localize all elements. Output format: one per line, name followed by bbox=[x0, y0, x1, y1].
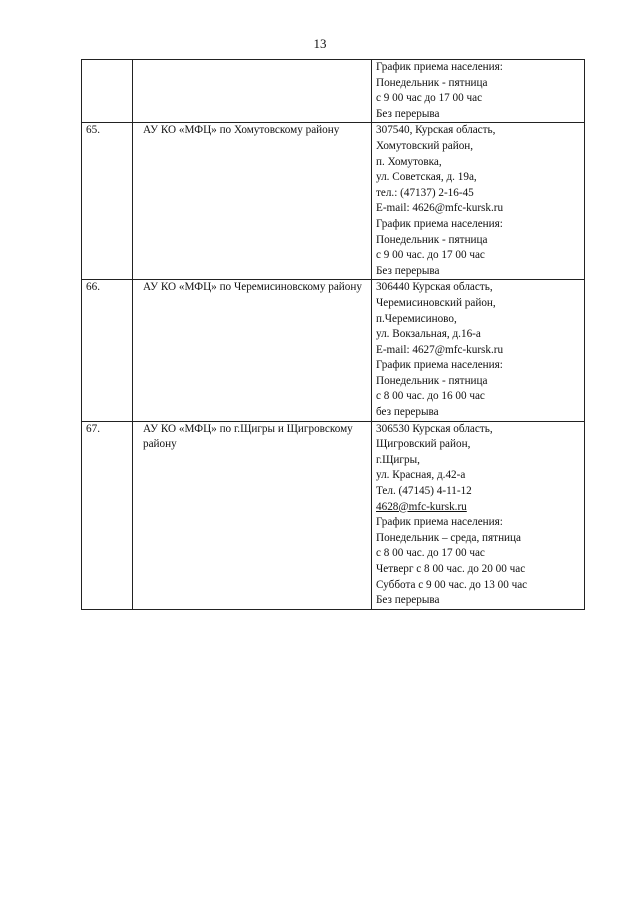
office-name-cell bbox=[133, 280, 372, 421]
schedule-heading: График приема населения: bbox=[376, 61, 503, 73]
address-line: ул. Красная, д.42-а bbox=[376, 469, 466, 482]
schedule-hours: с 8 00 час. до 17 00 час bbox=[376, 547, 485, 560]
email-line[interactable]: E-mail: 4627@mfc-kursk.ru bbox=[376, 343, 504, 356]
address-line: п.Черемисиново, bbox=[376, 312, 457, 325]
schedule-days: Понедельник – среда, пятница bbox=[376, 531, 521, 544]
address-line: Черемисиновский район, bbox=[376, 296, 496, 309]
office-name-cell bbox=[133, 60, 372, 123]
page-number: 13 bbox=[313, 36, 327, 51]
address-line: ул. Советская, д. 19а, bbox=[376, 171, 477, 184]
office-name: АУ КО «МФЦ» по г.Щигры и Щигровскому району bbox=[143, 422, 353, 451]
schedule-days: Понедельник - пятница bbox=[376, 233, 488, 246]
address-line: 306440 Курская область, bbox=[376, 281, 493, 294]
table-row-65 bbox=[82, 123, 585, 280]
address-line: Щигровский район, bbox=[376, 438, 471, 451]
email-line[interactable]: E-mail: 4626@mfc-kursk.ru bbox=[376, 202, 504, 215]
table-row-67 bbox=[82, 421, 585, 609]
table-row-continuation bbox=[82, 60, 585, 123]
schedule-heading: График приема населения: bbox=[376, 359, 503, 372]
schedule-thursday: Четверг с 8 00 час. до 20 00 час bbox=[376, 563, 526, 575]
office-name-cell bbox=[133, 123, 372, 280]
office-name: АУ КО «МФЦ» по Хомутовскому району bbox=[143, 124, 340, 137]
office-name: АУ КО «МФЦ» по Черемисиновскому району bbox=[143, 281, 362, 294]
schedule-days: Понедельник - пятница bbox=[376, 374, 488, 387]
schedule-saturday: Суббота с 9 00 час. до 13 00 час bbox=[376, 578, 528, 591]
mfc-offices-table bbox=[81, 59, 585, 610]
address-line: ул. Вокзальная, д.16-а bbox=[376, 328, 481, 341]
office-info-cell bbox=[372, 60, 585, 123]
office-info-cell bbox=[372, 421, 585, 609]
office-info-cell bbox=[372, 123, 585, 280]
schedule-days: Понедельник - пятница bbox=[376, 76, 488, 89]
schedule-heading: График приема населения: bbox=[376, 217, 503, 230]
office-name-cell bbox=[133, 421, 372, 609]
schedule-break: Без перерыва bbox=[376, 264, 440, 277]
email-link[interactable]: 4628@mfc-kursk.ru bbox=[376, 500, 467, 513]
schedule-hours: с 9 00 час. до 17 00 час bbox=[376, 249, 485, 262]
phone-line: Тел. (47145) 4-11-12 bbox=[376, 485, 472, 498]
row-number: 67. bbox=[82, 421, 133, 609]
schedule-break: Без перерыва bbox=[376, 107, 440, 120]
table-row-66 bbox=[82, 280, 585, 421]
schedule-break: Без перерыва bbox=[376, 594, 440, 607]
office-info-cell bbox=[372, 280, 585, 421]
phone-line: тел.: (47137) 2-16-45 bbox=[376, 186, 474, 199]
address-line: Хомутовский район, bbox=[376, 139, 474, 152]
row-number-cell bbox=[82, 60, 133, 123]
address-line: г.Щигры, bbox=[376, 453, 420, 466]
address-line: п. Хомутовка, bbox=[376, 155, 442, 168]
schedule-heading: График приема населения: bbox=[376, 516, 503, 529]
schedule-break: без перерыва bbox=[376, 406, 439, 419]
row-number: 66. bbox=[82, 280, 133, 421]
schedule-hours: с 8 00 час. до 16 00 час bbox=[376, 390, 485, 403]
schedule-hours: с 9 00 час до 17 00 час bbox=[376, 92, 483, 105]
address-line: 307540, Курская область, bbox=[376, 124, 496, 137]
address-line: 306530 Курская область, bbox=[376, 422, 493, 435]
row-number: 65. bbox=[82, 123, 133, 280]
